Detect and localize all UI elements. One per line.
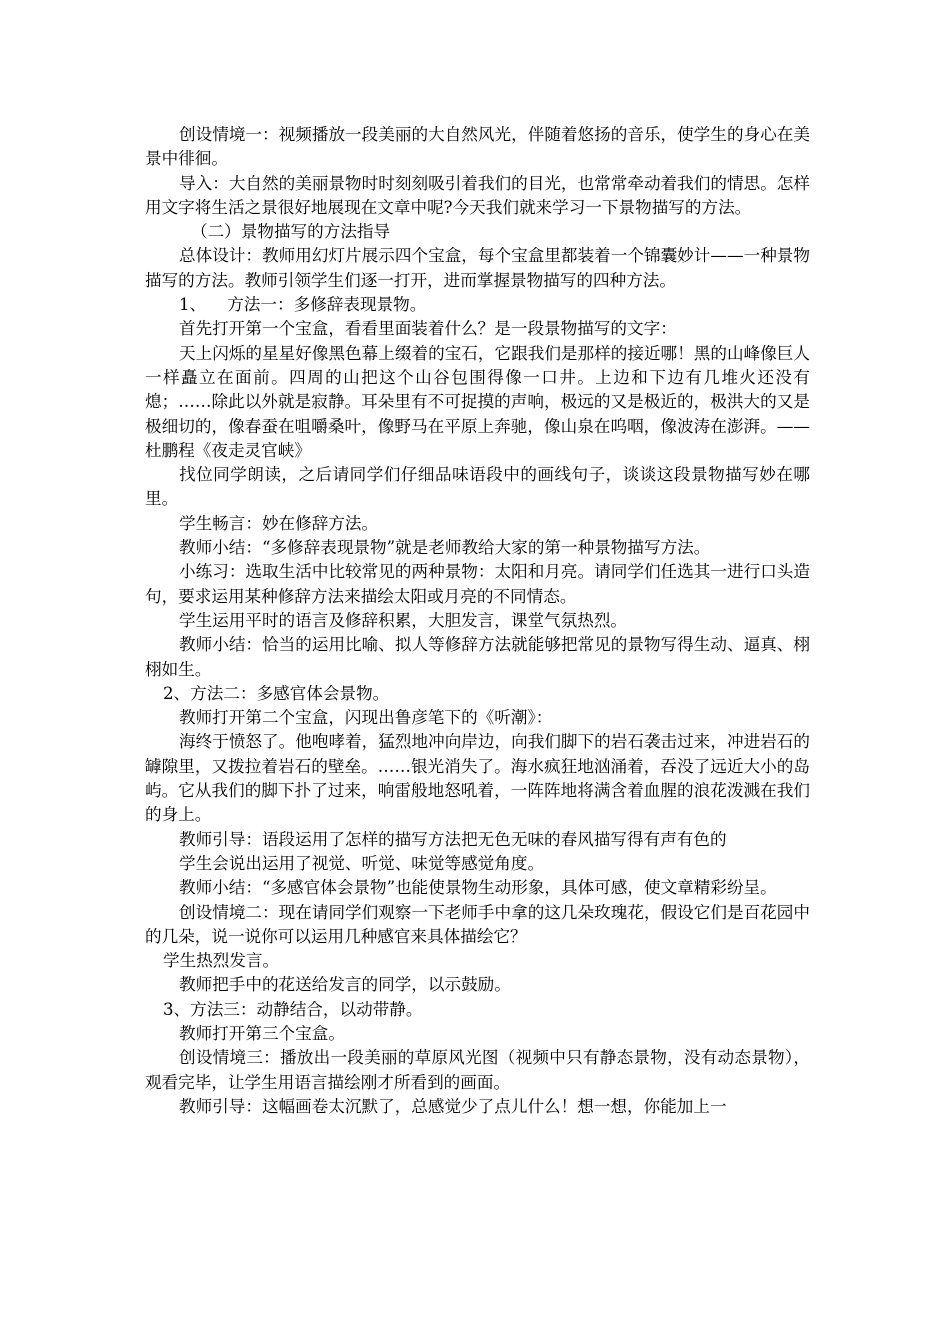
method-heading: 2、方法二：多感官体会景物。 <box>163 683 390 703</box>
quoted-passage: 天上闪烁的星星好像黑色幕上缀着的宝石，它跟我们是那样的接近哪！黑的山峰像巨人一样矗立在面前。四周的山把这个山谷包围得像一口井。上边和下边有几堆火还没有熄；……除此以外就是寂静。耳朵里有不可捉摸的声响，极远的又是极近的，极洪大的又是极细切的，像春蚕在咀嚼桑叶，像野马在平原上奔驰，像山泉在呜咽，像波涛在澎湃。——杜鹏程《夜走灵官峡》 <box>145 343 810 460</box>
paragraph: 教师小结：“多修辞表现景物”就是老师教给大家的第一种景物描写方法。 <box>179 538 711 558</box>
document-body <box>145 123 810 1119</box>
paragraph: 教师打开第三个宝盒。 <box>179 1023 345 1043</box>
section-heading: （二）景物描写的方法指导 <box>191 222 391 242</box>
paragraph: 教师小结：“多感官体会景物”也能使景物生动形象，具体可感，使文章精彩纷呈。 <box>179 878 777 898</box>
paragraph: 导入：大自然的美丽景物时时刻刻吸引着我们的目光，也常常牵动着我们的情思。怎样用文字将生活之景很好地展现在文章中呢?今天我们就来学习一下景物描写的方法。 <box>145 173 810 217</box>
paragraph: 教师小结：恰当的运用比喻、拟人等修辞方法就能够把常见的景物写得生动、逼真、栩栩如生。 <box>145 635 810 679</box>
paragraph: 小练习：选取生活中比较常见的两种景物：太阳和月亮。请同学们任选其一进行口头造句，要求运用某种修辞方法来描绘太阳或月亮的不同情态。 <box>145 562 810 606</box>
quoted-passage: 海终于愤怒了。他咆哮着，猛烈地冲向岸边，向我们脚下的岩石袭击过来，冲进岩石的罅隙里，又拨拉着岩石的壁垒。……银光消失了。海水疯狂地汹涌着，吞没了远近大小的岛屿。它从我们的脚下扑了过来，响雷般地怒吼着，一阵阵地将满含着血腥的浪花泼溅在我们的身上。 <box>145 732 810 825</box>
paragraph: 学生畅言：妙在修辞方法。 <box>179 513 379 533</box>
paragraph: 教师把手中的花送给发言的同学，以示鼓励。 <box>179 975 511 995</box>
paragraph: 教师引导：语段运用了怎样的描写方法把无色无味的春风描写得有声有色的 <box>179 829 727 849</box>
paragraph: 总体设计：教师用幻灯片展示四个宝盒，每个宝盒里都装着一个锦囊妙计——一种景物描写的方法。教师引领学生们逐一打开，进而掌握景物描写的四种方法。 <box>145 246 810 290</box>
method-heading: 1、 方法一：多修辞表现景物。 <box>179 295 427 315</box>
paragraph: 教师打开第二个宝盒，闪现出鲁彦笔下的《听潮》： <box>179 708 553 728</box>
paragraph: 学生运用平时的语言及修辞积累，大胆发言，课堂气氛热烈。 <box>179 610 628 630</box>
paragraph: 创设情境二：现在请同学们观察一下老师手中拿的这几朵玫瑰花，假设它们是百花园中的几朵，说一说你可以运用几种感官来具体描绘它？ <box>145 902 810 946</box>
paragraph: 首先打开第一个宝盒，看看里面装着什么？是一段景物描写的文字： <box>179 319 677 339</box>
paragraph: 学生热烈发言。 <box>163 951 280 971</box>
paragraph: 找位同学朗读，之后请同学们仔细品味语段中的画线句子，谈谈这段景物描写妙在哪里。 <box>145 465 810 509</box>
paragraph: 学生会说出运用了视觉、听觉、味觉等感觉角度。 <box>179 853 545 873</box>
paragraph: 创设情境一：视频播放一段美丽的大自然风光，伴随着悠扬的音乐，使学生的身心在美景中徘徊。 <box>145 125 810 169</box>
paragraph: 创设情境三：播放出一段美丽的草原风光图（视频中只有静态景物，没有动态景物），观看完毕，让学生用语言描绘刚才所看到的画面。 <box>145 1048 810 1092</box>
paragraph: 教师引导：这幅画卷太沉默了，总感觉少了点儿什么！想一想，你能加上一 <box>179 1096 727 1116</box>
method-heading: 3、方法三：动静结合，以动带静。 <box>163 999 423 1019</box>
